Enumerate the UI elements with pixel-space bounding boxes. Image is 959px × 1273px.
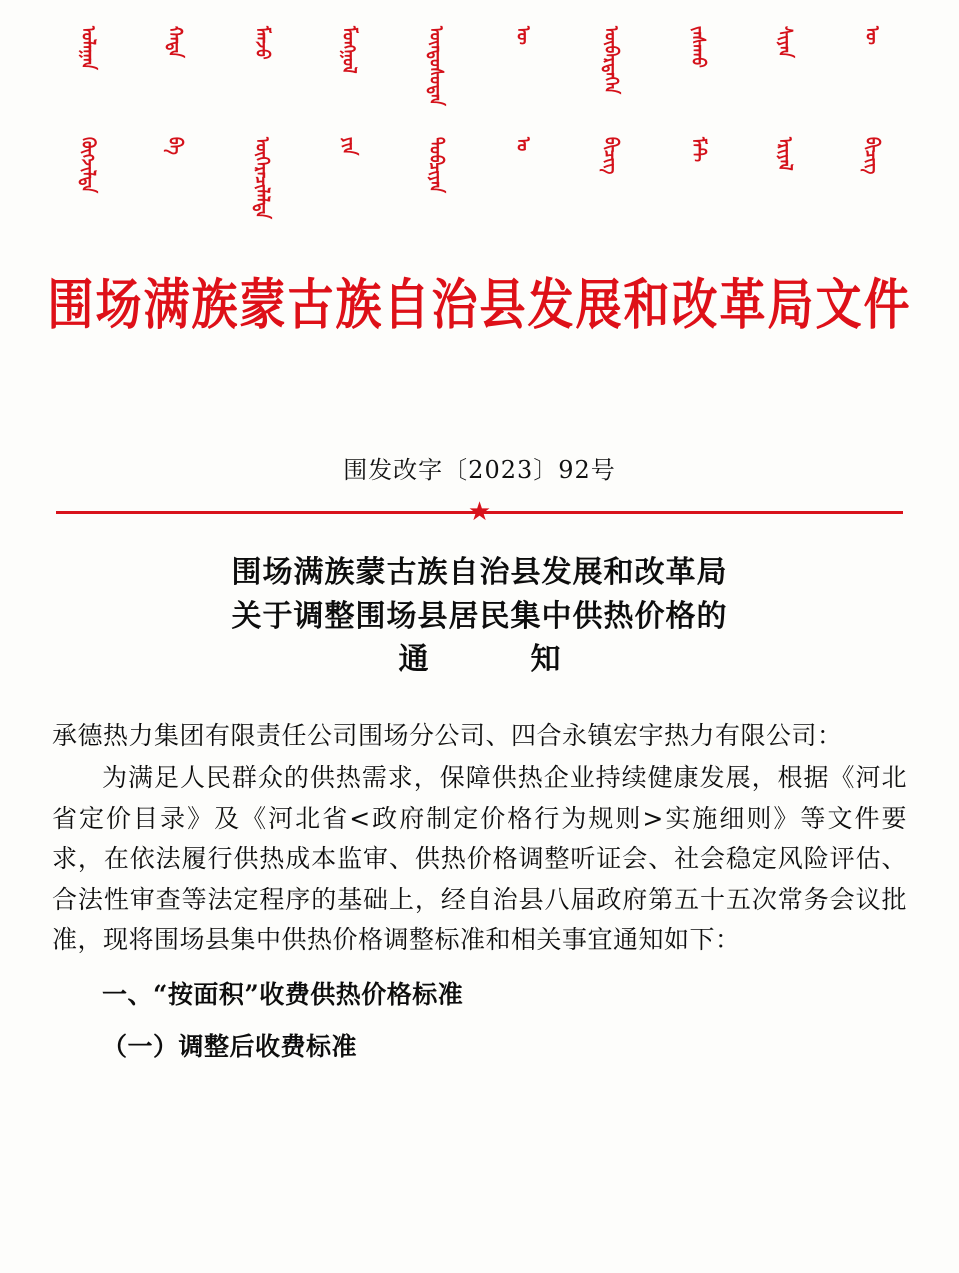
mongolian-word: ᠤ xyxy=(512,137,536,151)
red-separator xyxy=(56,497,903,527)
mongolian-word: ᠪᠠ xyxy=(163,137,187,155)
mongolian-word: ᠥᠭᠡᠷᠡᠴᠢᠯᠡᠯᠲᠡ xyxy=(251,137,274,219)
mongolian-rows xyxy=(76,26,884,248)
mongolian-word: ᠤᠯᠠᠭᠠᠨ xyxy=(76,26,100,70)
mongolian-word: ᠮᠣᠩᠭᠣᠯ xyxy=(338,26,361,74)
mongolian-word: ᠦ xyxy=(861,26,884,45)
mongolian-word: ᠬᠠᠳᠠ xyxy=(163,26,187,58)
mongolian-word: ᠶᠢᠨ xyxy=(338,137,361,156)
page-title xyxy=(0,551,959,682)
salutation: 承德热力集团有限责任公司围场分公司、四合永镇宏宇热力有限公司： xyxy=(52,720,843,750)
mongolian-header-block xyxy=(0,0,959,248)
sub-heading: （一）调整后收费标准 xyxy=(102,1032,358,1061)
mongolian-word: ᠵᠠᠰᠠᠬᠤ xyxy=(687,26,710,68)
mongolian-word: ᠮᠠᠲ xyxy=(687,137,710,162)
mongolian-word: ᠦᠨᠳᠦᠰᠦᠲᠡᠨ xyxy=(425,26,448,106)
mongolian-word: ᠡᠷᠢᠶᠠᠯ xyxy=(774,137,797,171)
mongolian-word: ᠲᠣᠪᠴᠢᠶᠠᠨ xyxy=(425,137,448,193)
mongolian-word: ᠥᠪᠡᠷᠲᠡᠭᠡᠨ xyxy=(599,26,623,94)
mongolian-row-2 xyxy=(76,137,884,242)
red-star-icon: ★ xyxy=(467,497,492,526)
body-paragraph-1: 为满足人民群众的供热需求，保障供热企业持续健康发展，根据《河北省定价目录》及《河北省<政府制定价格行为规则>实施细则》等文件要求，在依法履行供热成本监审、供热价格调整听证会、社会稳定风险评估、合法性审查等法定程序的基础上，经自治县八届政府第五十五次常务会议批准，现将围场县集中供热价格调整标准和相关事宜通知如下： xyxy=(52,763,907,954)
document-org-title: 围场满族蒙古族自治县发展和改革局文件 xyxy=(47,272,912,337)
mongolian-word: ᠦ xyxy=(512,26,536,45)
page-title-line-2: 关于调整围场县居民集中供热价格的 xyxy=(231,598,728,634)
section-heading: 一、“按面积”收费供热价格标准 xyxy=(102,979,464,1009)
mongolian-word: ᠪᠢᠴᠢᠭ xyxy=(599,137,623,175)
mongolian-word: ᠮᠠᠨᠵᠤ xyxy=(251,26,274,60)
mongolian-word: ᠬᠥᠭᠵᠢᠯᠲᠡ xyxy=(76,137,100,193)
mongolian-row-1 xyxy=(76,26,884,131)
document-body xyxy=(52,716,907,1068)
page-title-line-3: 通 知 xyxy=(398,642,575,677)
document-number: 围发改字〔2023〕92号 xyxy=(343,456,616,484)
page-title-line-1: 围场满族蒙古族自治县发展和改革局 xyxy=(231,555,728,590)
mongolian-word: ᠪᠢᠴᠢᠭ xyxy=(861,137,884,175)
mongolian-word: ᠰᠢᠶᠠᠨ xyxy=(774,26,797,58)
